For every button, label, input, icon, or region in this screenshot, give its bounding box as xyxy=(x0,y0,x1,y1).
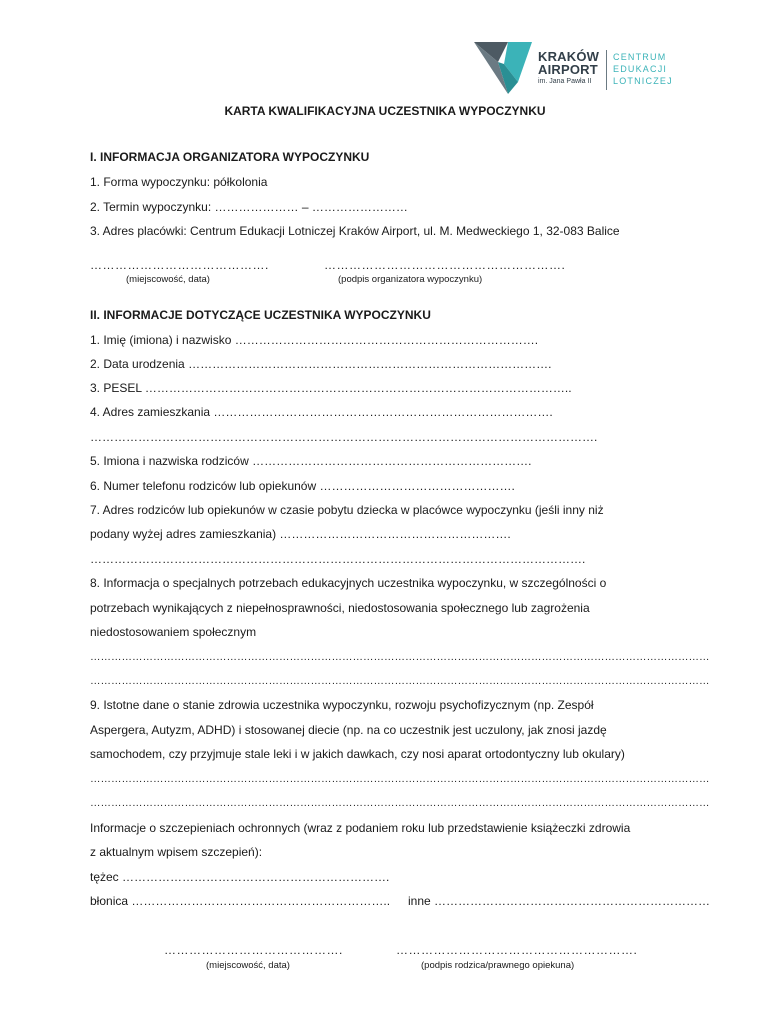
airport-logo-icon xyxy=(474,42,534,94)
logo-centrum-1: CENTRUM xyxy=(613,52,667,62)
participant-name-field[interactable]: 1. Imię (imiona) i nazwisko …………………………………………………………………. xyxy=(90,333,539,347)
section-1-heading: I. INFORMACJA ORGANIZATORA WYPOCZYNKU xyxy=(90,150,370,164)
special-needs-prompt-1: 8. Informacja o specjalnych potrzebach edukacyjnych uczestnika wypoczynku, w szczególności o xyxy=(90,576,607,590)
health-info-field-2[interactable]: …………………………………………………………………………………………………………………………………………………………… xyxy=(90,797,710,809)
birth-date-field[interactable]: 2. Data urodzenia ………………………………………………………………………………. xyxy=(90,357,552,371)
logo-centrum-3: LOTNICZEJ xyxy=(613,76,673,86)
special-needs-prompt-3: niedostosowaniem społecznym xyxy=(90,625,257,639)
parent-place-date-field[interactable]: ……………………………………. xyxy=(164,943,343,957)
parent-signature-field[interactable]: …………………………………………………. xyxy=(396,943,638,957)
section-1-item-1: 1. Forma wypoczynku: półkolonia xyxy=(90,175,268,189)
health-info-prompt-3: samochodem, czy przyjmuje stale leki i w jakich dawkach, czy nosi aparat ortodontyczny lub okulary) xyxy=(90,747,625,761)
document-title: KARTA KWALIFIKACYJNA UCZESTNIKA WYPOCZYNKU xyxy=(224,104,546,118)
section-2-heading: II. INFORMACJE DOTYCZĄCE UCZESTNIKA WYPOCZYNKU xyxy=(90,308,431,322)
diphtheria-field[interactable]: błonica ……………………………………………………….. xyxy=(90,894,391,908)
health-info-field-1[interactable]: …………………………………………………………………………………………………………………………………………………………… xyxy=(90,773,710,785)
special-needs-prompt-2: potrzebach wynikających z niepełnosprawności, niedostosowania społecznego lub zagrożenia xyxy=(90,601,590,615)
health-info-prompt-1: 9. Istotne dane o stanie zdrowia uczestnika wypoczynku, rozwoju psychofizycznym (np. Zespół xyxy=(90,698,594,712)
logo-subtitle: im. Jana Pawła II xyxy=(538,78,592,85)
pesel-field[interactable]: 3. PESEL …………………………………………………………………………………………….. xyxy=(90,381,572,395)
logo-line-1: KRAKÓW xyxy=(538,49,600,64)
section-1-item-2: 2. Termin wypoczynku: ………………… – …………………… xyxy=(90,200,408,214)
vaccination-prompt-1: Informacje o szczepieniach ochronnych (wraz z podaniem roku lub przedstawienie książeczki zdrowia xyxy=(90,821,631,835)
parents-address-field-continued[interactable]: ……………………………………………………………………………………………………………. xyxy=(90,552,586,566)
address-field[interactable]: 4. Adres zamieszkania …………………………………………………………………………. xyxy=(90,405,553,419)
parents-address-field[interactable]: podany wyżej adres zamieszkania) …………………………………………………. xyxy=(90,527,511,541)
organizer-place-date-label: (miejscowość, data) xyxy=(126,274,210,285)
address-field-continued[interactable]: ………………………………………………………………………………………………………………. xyxy=(90,430,598,444)
parents-address-prompt: 7. Adres rodziców lub opiekunów w czasie pobytu dziecka w placówce wypoczynku (jeśli inny niż xyxy=(90,503,604,517)
special-needs-field-1[interactable]: …………………………………………………………………………………………………………………………………………………………… xyxy=(90,651,710,663)
other-vaccination-field[interactable]: inne …………………………………………………………… xyxy=(408,894,711,908)
organizer-signature-label: (podpis organizatora wypoczynku) xyxy=(338,274,483,285)
krakow-airport-logo xyxy=(474,42,704,94)
logo-centrum-2: EDUKACJI xyxy=(613,64,668,74)
parent-signature-label: (podpis rodzica/prawnego opiekuna) xyxy=(421,960,575,971)
parent-place-date-label: (miejscowość, data) xyxy=(206,960,290,971)
logo-divider xyxy=(606,50,607,90)
logo-wordmark xyxy=(538,50,599,76)
logo-centrum-text xyxy=(613,51,673,87)
organizer-signature-field[interactable]: …………………………………………………. xyxy=(324,258,566,272)
vaccination-prompt-2: z aktualnym wpisem szczepień): xyxy=(90,845,263,859)
parents-phone-field[interactable]: 6. Numer telefonu rodziców lub opiekunów …………………………………………. xyxy=(90,479,515,493)
organizer-place-date-field[interactable]: ……………………………………. xyxy=(90,258,269,272)
section-1-item-3: 3. Adres placówki: Centrum Edukacji Lotniczej Kraków Airport, ul. M. Medweckiego 1, 32-083 Balice xyxy=(90,224,620,238)
logo-line-2: AIRPORT xyxy=(538,62,598,77)
parents-names-field[interactable]: 5. Imiona i nazwiska rodziców ……………………………………………………………. xyxy=(90,454,532,468)
special-needs-field-2[interactable]: …………………………………………………………………………………………………………………………………………………………… xyxy=(90,675,710,687)
tetanus-field[interactable]: tężec …………………………………………………………. xyxy=(90,870,390,884)
health-info-prompt-2: Aspergera, Autyzm, ADHD) i stosowanej diecie (np. na co uczestnik jest uczulony, jak znosi jazdę xyxy=(90,723,607,737)
